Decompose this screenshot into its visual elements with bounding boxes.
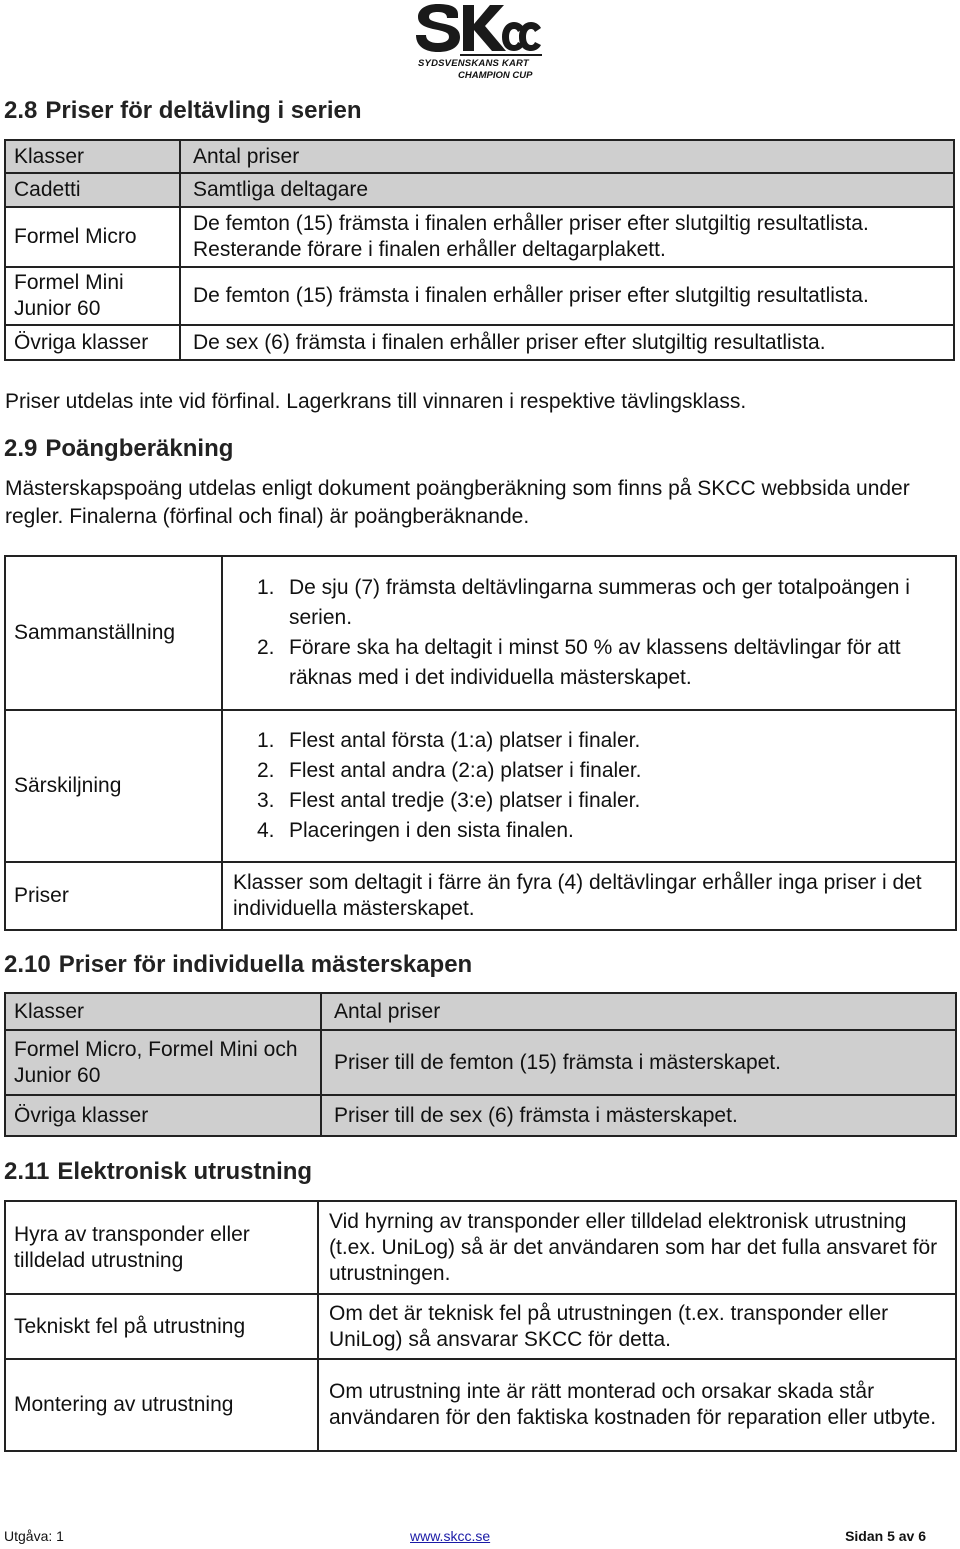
table-row bbox=[5, 173, 954, 207]
table-cell: Särskiljning bbox=[5, 710, 222, 862]
table-cell: Om det är teknisk fel på utrustningen (t.ex. transponder eller UniLog) så ansvarar SKCC för detta. bbox=[318, 1294, 956, 1359]
table-cell: Klasser bbox=[5, 993, 321, 1030]
table-cell: De femton (15) främsta i finalen erhåller priser efter slutgiltig resultatlista. bbox=[180, 267, 954, 325]
footer-edition: Utgåva: 1 bbox=[4, 1528, 64, 1544]
footer-website-link[interactable]: www.skcc.se bbox=[410, 1528, 491, 1544]
table-cell: Övriga klasser bbox=[5, 325, 180, 360]
logo-line-1: SYDSVENSKANS KART bbox=[418, 58, 529, 69]
list-item bbox=[257, 756, 947, 786]
section-title: Priser för deltävling i serien bbox=[45, 97, 362, 124]
list-item bbox=[257, 573, 947, 633]
list-text: Flest antal första (1:a) platser i finaler. bbox=[289, 729, 641, 752]
table-row bbox=[5, 1359, 956, 1451]
table-cell: Antal priser bbox=[321, 993, 956, 1030]
table-cell: Priser bbox=[5, 862, 222, 930]
numbered-list bbox=[257, 726, 947, 846]
table-cell: Formel Mini Junior 60 bbox=[5, 267, 180, 325]
table-cell: Antal priser bbox=[180, 140, 954, 173]
table-row bbox=[5, 1030, 956, 1095]
table-cell bbox=[222, 556, 956, 710]
table-row bbox=[5, 1201, 956, 1294]
section-2-10-heading bbox=[4, 950, 472, 980]
list-number: 2. bbox=[257, 759, 275, 782]
table-cell: Sammanställning bbox=[5, 556, 222, 710]
logo-line-2: CHAMPION CUP bbox=[458, 70, 533, 81]
list-item bbox=[257, 816, 947, 846]
table-header-row bbox=[5, 140, 954, 173]
list-text: Flest antal andra (2:a) platser i finaler. bbox=[289, 759, 642, 782]
section-number: 2.8 bbox=[4, 97, 38, 124]
points-intro: Mästerskapspoäng utdelas enligt dokument poängberäkning som finns på SKCC webbsida under regler. Finalerna (förfinal och final) är poängberäknande. bbox=[5, 477, 910, 528]
table-row bbox=[5, 556, 956, 710]
table-row bbox=[5, 207, 954, 267]
table-row bbox=[5, 710, 956, 862]
list-text: Flest antal tredje (3:e) platser i finaler. bbox=[289, 789, 641, 812]
list-text: De sju (7) främsta deltävlingarna summeras och ger totalpoängen i serien. bbox=[289, 576, 910, 629]
table-row bbox=[5, 1294, 956, 1359]
table-cell: De femton (15) främsta i finalen erhåller priser efter slutgiltig resultatlista. Resterande förare i finalen erhåller deltagarplakett. bbox=[180, 207, 954, 267]
points-table bbox=[4, 555, 957, 931]
table-row bbox=[5, 862, 956, 930]
list-number: 3. bbox=[257, 789, 275, 812]
table-cell: Hyra av transponder eller tilldelad utrustning bbox=[5, 1201, 318, 1294]
skcc-logo-mark bbox=[414, 2, 544, 58]
table-cell: Formel Micro bbox=[5, 207, 180, 267]
table-cell: Om utrustning inte är rätt monterad och orsakar skada står användaren för den faktiska kostnaden för reparation eller utbyte. bbox=[318, 1359, 956, 1451]
table-cell: Montering av utrustning bbox=[5, 1359, 318, 1451]
footer-page-number: Sidan 5 av 6 bbox=[845, 1528, 926, 1544]
list-item bbox=[257, 786, 947, 816]
table-cell: Klasser bbox=[5, 140, 180, 173]
table-cell: Cadetti bbox=[5, 173, 180, 207]
table-cell: Vid hyrning av transponder eller tilldelad elektronisk utrustning (t.ex. UniLog) så är det användaren som har det fulla ansvaret för utrustningen. bbox=[318, 1201, 956, 1294]
table-cell bbox=[222, 710, 956, 862]
table-row bbox=[5, 267, 954, 325]
section-2-11-heading bbox=[4, 1157, 312, 1187]
prize-note: Priser utdelas inte vid förfinal. Lagerkrans till vinnaren i respektive tävlingsklass. bbox=[5, 390, 747, 413]
table-cell: De sex (6) främsta i finalen erhåller priser efter slutgiltig resultatlista. bbox=[180, 325, 954, 360]
list-text: Förare ska ha deltagit i minst 50 % av klassens deltävlingar för att räknas med i det individuella mästerskapet. bbox=[289, 636, 901, 689]
prizes-per-race-table bbox=[4, 139, 955, 361]
championship-prizes-table bbox=[4, 992, 957, 1137]
electronics-table bbox=[4, 1200, 957, 1452]
list-item bbox=[257, 633, 947, 693]
list-item bbox=[257, 726, 947, 756]
list-number: 1. bbox=[257, 729, 275, 752]
section-2-9-heading bbox=[4, 434, 233, 464]
list-number: 1. bbox=[257, 576, 275, 599]
table-cell: Formel Micro, Formel Mini och Junior 60 bbox=[5, 1030, 321, 1095]
table-header-row bbox=[5, 993, 956, 1030]
list-number: 4. bbox=[257, 819, 275, 842]
section-number: 2.9 bbox=[4, 435, 38, 462]
table-cell: Klasser som deltagit i färre än fyra (4) deltävlingar erhåller inga priser i det individuella mästerskapet. bbox=[222, 862, 956, 930]
section-number: 2.10 bbox=[4, 951, 51, 978]
list-number: 2. bbox=[257, 636, 275, 659]
table-cell: Tekniskt fel på utrustning bbox=[5, 1294, 318, 1359]
list-text: Placeringen i den sista finalen. bbox=[289, 819, 574, 842]
table-cell: Övriga klasser bbox=[5, 1095, 321, 1136]
skcc-logo bbox=[414, 2, 544, 86]
table-cell: Samtliga deltagare bbox=[180, 173, 954, 207]
section-title: Elektronisk utrustning bbox=[57, 1158, 313, 1185]
table-cell: Priser till de femton (15) främsta i mästerskapet. bbox=[321, 1030, 956, 1095]
section-number: 2.11 bbox=[4, 1158, 50, 1185]
numbered-list bbox=[257, 573, 947, 693]
section-title: Poängberäkning bbox=[45, 435, 234, 462]
table-cell: Priser till de sex (6) främsta i mästerskapet. bbox=[321, 1095, 956, 1136]
section-title: Priser för individuella mästerskapen bbox=[58, 951, 473, 978]
table-row bbox=[5, 1095, 956, 1136]
section-2-8-heading bbox=[4, 96, 362, 126]
table-row bbox=[5, 325, 954, 360]
